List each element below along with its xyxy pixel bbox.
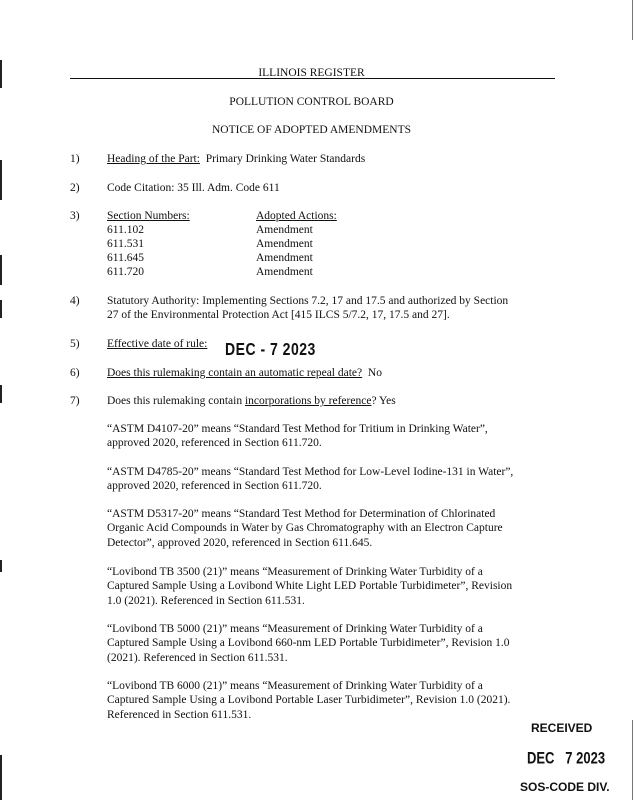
repeal-date-question — [107, 366, 382, 380]
repeal-date-answer: No — [367, 367, 382, 379]
scan-edge-mark — [0, 560, 2, 572]
item-5-number: 5) — [70, 338, 80, 350]
reference-line: Referenced in Section 611.531. — [107, 708, 252, 721]
scan-edge-mark — [0, 300, 2, 318]
reference-line: Organic Acid Compounds in Water by Gas Chromatography with an Electron Capture — [107, 522, 503, 535]
adopted-action: Amendment — [256, 266, 313, 278]
adopted-actions-header: Adopted Actions: — [256, 210, 337, 222]
header-rule — [70, 78, 555, 79]
incorporation-link: incorporations by reference — [244, 395, 372, 407]
reference-lovibond-tb6000 — [107, 679, 510, 722]
reference-line: Detector”, approved 2020, referenced in Section 611.645. — [107, 536, 373, 549]
scan-edge-mark — [0, 255, 2, 285]
reference-line: approved 2020, referenced in Section 611.720. — [107, 437, 322, 450]
scan-edge-mark — [0, 755, 2, 800]
agency-name: POLLUTION CONTROL BOARD — [229, 96, 394, 108]
reference-astm-d4107 — [107, 422, 488, 451]
scan-edge-mark — [0, 385, 2, 403]
section-numbers-header: Section Numbers: — [107, 210, 190, 222]
scan-edge-mark — [0, 160, 2, 200]
adopted-action: Amendment — [256, 252, 313, 264]
reference-astm-d5317 — [107, 507, 503, 550]
reference-line: “Lovibond TB 3500 (21)” means “Measurement of Drinking Water Turbidity of a — [107, 566, 483, 578]
item-4-number: 4) — [70, 295, 80, 307]
section-number: 611.645 — [107, 252, 144, 264]
notice-title: NOTICE OF ADOPTED AMENDMENTS — [211, 124, 412, 136]
reference-line: “ASTM D4107-20” means “Standard Test Method for Tritium in Drinking Water”, — [107, 423, 488, 435]
reference-line: 1.0 (2021). Referenced in Section 611.531. — [107, 594, 305, 607]
reference-line: Captured Sample Using a Lovibond Portable Laser Turbidimeter”, Revision 1.0 (2021). — [107, 694, 511, 707]
statutory-authority-line: Statutory Authority: Implementing Sections 7.2, 17 and 17.5 and authorized by Section — [107, 295, 509, 307]
reference-lovibond-tb3500 — [107, 565, 512, 608]
scan-edge-mark — [632, 720, 633, 800]
incorporation-answer: ? Yes — [371, 395, 396, 407]
item-7-number: 7) — [70, 395, 80, 407]
item-3-number: 3) — [70, 210, 80, 222]
code-citation: Code Citation: 35 Ill. Adm. Code 611 — [107, 182, 280, 194]
item-1-number: 1) — [70, 153, 80, 165]
received-stamp-date: DEC 7 2023 — [527, 747, 606, 768]
section-number: 611.720 — [107, 266, 144, 278]
adopted-action: Amendment — [256, 224, 313, 236]
incorporation-question — [107, 394, 396, 408]
item-2-number: 2) — [70, 182, 80, 194]
heading-value: Primary Drinking Water Standards — [205, 153, 366, 165]
received-stamp-division: SOS-CODE DIV. — [520, 780, 610, 794]
reference-line: Captured Sample Using a Lovibond White Light LED Portable Turbidimeter”, Revision — [107, 580, 513, 593]
reference-line: (2021). Referenced in Section 611.531. — [107, 651, 288, 664]
item-1-text — [107, 152, 365, 166]
statutory-authority-line: 27 of the Environmental Protection Act [415 ILCS 5/7.2, 17, 17.5 and 27]. — [107, 309, 450, 321]
effective-date-label: Effective date of rule: — [107, 338, 208, 350]
reference-line: Captured Sample Using a Lovibond 660-nm LED Portable Turbidimeter”, Revision 1.0 — [107, 637, 510, 650]
reference-line: “ASTM D4785-20” means “Standard Test Method for Low-Level Iodine-131 in Water”, — [107, 466, 514, 478]
reference-line: “Lovibond TB 6000 (21)” means “Measurement of Drinking Water Turbidity of a — [107, 680, 483, 692]
repeal-date-label: Does this rulemaking contain an automatic repeal date? — [107, 367, 363, 379]
section-number: 611.531 — [107, 238, 144, 250]
reference-line: “ASTM D5317-20” means “Standard Test Method for Determination of Chlorinated — [107, 508, 496, 520]
register-title: ILLINOIS REGISTER — [258, 67, 365, 79]
received-stamp-label: RECEIVED — [531, 721, 593, 735]
scan-edge-mark — [632, 0, 633, 40]
adopted-action: Amendment — [256, 238, 313, 250]
reference-line: approved 2020, referenced in Section 611.720. — [107, 480, 322, 493]
incorporation-pre: Does this rulemaking contain — [107, 395, 243, 407]
effective-date-stamp: DEC - 7 2023 — [225, 338, 316, 359]
reference-line: “Lovibond TB 5000 (21)” means “Measurement of Drinking Water Turbidity of a — [107, 623, 483, 635]
reference-astm-d4785 — [107, 465, 513, 494]
heading-label: Heading of the Part: — [107, 153, 200, 165]
reference-lovibond-tb5000 — [107, 622, 509, 665]
item-6-number: 6) — [70, 367, 80, 379]
section-number: 611.102 — [107, 224, 144, 236]
